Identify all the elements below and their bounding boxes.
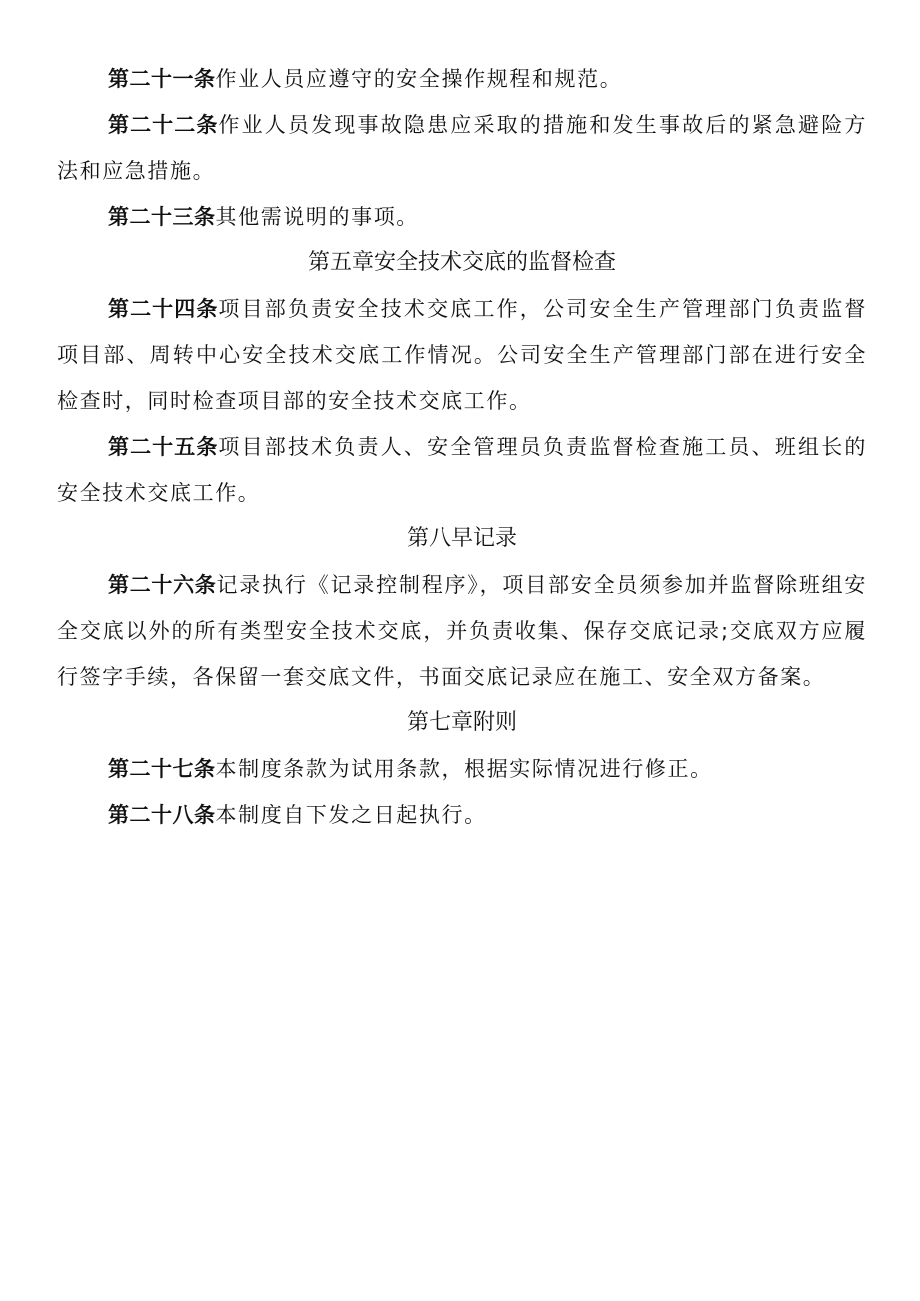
article-text: 项目部技术负责人、安全管理员负责监督检查施工员、班组长的安全技术交底工作。 <box>57 435 867 505</box>
article-text: 作业人员发现事故隐患应采取的措施和发生事故后的紧急避险方法和应急措施。 <box>57 113 867 183</box>
chapter-heading-6: 第八早记录 <box>406 526 517 551</box>
chapter-heading-5: 第五章安全技术交底的监督检查 <box>307 250 616 275</box>
article-number: 第二十四条 <box>108 297 219 321</box>
article-text: 本制度条款为试用条款，根据实际情况进行修正。 <box>215 757 713 781</box>
article-text: 其他需说明的事项。 <box>215 205 419 229</box>
article-25 <box>57 424 867 516</box>
article-27 <box>57 746 867 792</box>
document-page <box>57 56 867 838</box>
article-text: 项目部负责安全技术交底工作，公司安全生产管理部门负责监督项目部、周转中心安全技术交底工作情况。公司安全生产管理部门部在进行安全检查时，同时检查项目部的安全技术交底工作。 <box>57 297 867 413</box>
article-text: 记录执行《记录控制程序》，项目部安全员须参加并监督除班组安全交底以外的所有类型安全技术交底，并负责收集、保存交底记录;交底双方应履行签字手续，各保留一套交底文件，书面交底记录应在施工、安全双方备案。 <box>57 573 867 689</box>
article-24 <box>57 286 867 424</box>
article-21 <box>57 56 867 102</box>
chapter-heading-7: 第七章附则 <box>406 710 517 735</box>
article-number: 第二十三条 <box>108 205 216 229</box>
article-number: 第二十八条 <box>108 803 216 827</box>
article-number: 第二十二条 <box>108 113 219 137</box>
article-22 <box>57 102 867 194</box>
article-28 <box>57 792 867 838</box>
article-number: 第二十一条 <box>108 67 216 91</box>
article-number: 第二十五条 <box>108 435 219 459</box>
article-number: 第二十七条 <box>108 757 216 781</box>
article-23 <box>57 194 867 240</box>
article-number: 第二十六条 <box>108 573 217 597</box>
article-text: 作业人员应遵守的安全操作规程和规范。 <box>215 67 623 91</box>
article-26 <box>57 562 867 700</box>
article-text: 本制度自下发之日起执行。 <box>215 803 487 827</box>
